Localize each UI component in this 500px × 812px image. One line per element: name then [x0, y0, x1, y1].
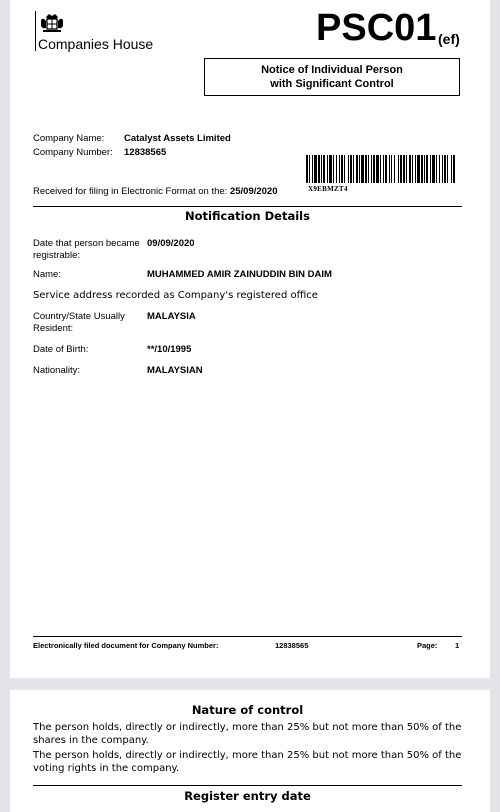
document-page-1	[10, 0, 490, 678]
nature-of-control-heading: Nature of control	[191, 703, 304, 717]
barcode-bar	[421, 155, 423, 183]
country-resident-label	[33, 311, 125, 335]
date-registrable-label-line2: registrable:	[33, 250, 80, 261]
barcode-bar	[406, 155, 407, 183]
barcode-bar	[436, 155, 437, 183]
barcode-bar	[312, 155, 313, 183]
control-statement-2: The person holds, directly or indirectly, more than 25% but not more than 50% of the voting rights in the company.	[33, 750, 462, 774]
form-code: PSC01	[316, 7, 437, 49]
barcode-bar	[336, 155, 337, 183]
barcode-bar	[391, 155, 392, 183]
notice-title-line2: with Significant Control	[270, 78, 394, 90]
section-rule-top	[33, 206, 462, 207]
barcode-bar	[417, 155, 420, 183]
barcode-bar	[380, 155, 381, 183]
received-date: 25/09/2020	[229, 186, 278, 197]
barcode-bar	[353, 155, 354, 183]
footer-rule	[33, 636, 462, 637]
barcode-bar	[356, 155, 358, 183]
barcode-bar	[318, 155, 320, 183]
barcode-bar	[400, 155, 402, 183]
company-name-value: Catalyst Assets Limited	[124, 133, 231, 144]
barcode-bar	[389, 155, 390, 183]
barcode-bar	[398, 155, 399, 183]
organisation-name: Companies House	[38, 36, 154, 52]
filed-document-label: Electronically filed document for Company Number:	[33, 641, 219, 650]
barcode-bar	[339, 155, 340, 183]
barcode-bar	[344, 155, 345, 183]
barcode-bar	[314, 155, 317, 183]
service-address-text: Service address recorded as Company's registered office	[33, 290, 318, 301]
country-resident-label-line1: Country/State Usually	[33, 311, 125, 322]
barcode-text: X9EBMZT4	[308, 185, 348, 193]
barcode-bar	[453, 155, 455, 183]
company-number-label: Company Number:	[33, 147, 113, 158]
barcode-bar	[306, 155, 308, 183]
barcode-bar	[359, 155, 360, 183]
notice-title-line1: Notice of Individual Person	[261, 64, 403, 76]
page-number: 1	[455, 641, 460, 650]
footer-company-number: 12838565	[275, 641, 309, 650]
logo-divider	[35, 11, 36, 51]
barcode-bar	[321, 155, 322, 183]
barcode-bar	[323, 155, 325, 183]
barcode-bar	[373, 155, 375, 183]
barcode-bar	[350, 155, 352, 183]
barcode	[306, 155, 458, 183]
barcode-bar	[451, 155, 452, 183]
document-page-2	[10, 690, 490, 812]
barcode-bar	[444, 155, 446, 183]
company-number-value: 12838565	[124, 147, 167, 158]
barcode-bar	[403, 155, 405, 183]
barcode-bar	[432, 155, 435, 183]
nationality-label: Nationality:	[33, 365, 80, 376]
date-registrable-label-line1: Date that person became	[33, 238, 140, 249]
barcode-bar	[409, 155, 411, 183]
page-label: Page:	[417, 641, 438, 650]
country-resident-value: MALAYSIA	[147, 311, 196, 322]
control-statement-1: The person holds, directly or indirectly, more than 25% but not more than 50% of the shares in the company.	[33, 722, 462, 746]
barcode-bar	[383, 155, 384, 183]
barcode-bar	[394, 155, 395, 183]
register-entry-date-heading: Register entry date	[184, 789, 311, 803]
royal-crest-icon	[38, 13, 66, 33]
barcode-bar	[365, 155, 367, 183]
barcode-bar	[376, 155, 379, 183]
country-resident-label-line2: Resident:	[33, 323, 74, 334]
person-name-value: MUHAMMED AMIR ZAINUDDIN BIN DAIM	[147, 269, 332, 280]
barcode-bar	[412, 155, 413, 183]
barcode-bar	[385, 155, 387, 183]
barcode-bar	[426, 155, 428, 183]
barcode-bar	[439, 155, 440, 183]
received-label: Received for filing in Electronic Format on the:	[33, 186, 228, 197]
received-line	[33, 186, 278, 197]
company-name-label: Company Name:	[33, 133, 105, 144]
section-rule-register	[33, 785, 462, 786]
barcode-bar	[309, 155, 310, 183]
barcode-bar	[447, 155, 448, 183]
barcode-bar	[327, 155, 328, 183]
person-name-label: Name:	[33, 269, 61, 280]
notice-box	[204, 58, 460, 96]
barcode-bar	[348, 155, 349, 183]
date-registrable-value: 09/09/2020	[147, 238, 195, 249]
barcode-bar	[442, 155, 443, 183]
barcode-bar	[415, 155, 416, 183]
form-code-suffix: (ef)	[438, 31, 460, 47]
barcode-bar	[333, 155, 334, 183]
barcode-bar	[368, 155, 369, 183]
notification-details-heading: Notification Details	[185, 209, 310, 223]
barcode-bar	[329, 155, 332, 183]
date-registrable-label	[33, 238, 140, 262]
barcode-bar	[341, 155, 343, 183]
date-of-birth-value: **/10/1995	[147, 344, 192, 355]
barcode-bar	[424, 155, 425, 183]
barcode-bar	[371, 155, 372, 183]
barcode-bar	[430, 155, 431, 183]
date-of-birth-label: Date of Birth:	[33, 344, 89, 355]
barcode-bar	[361, 155, 364, 183]
nationality-value: MALAYSIAN	[147, 365, 203, 376]
